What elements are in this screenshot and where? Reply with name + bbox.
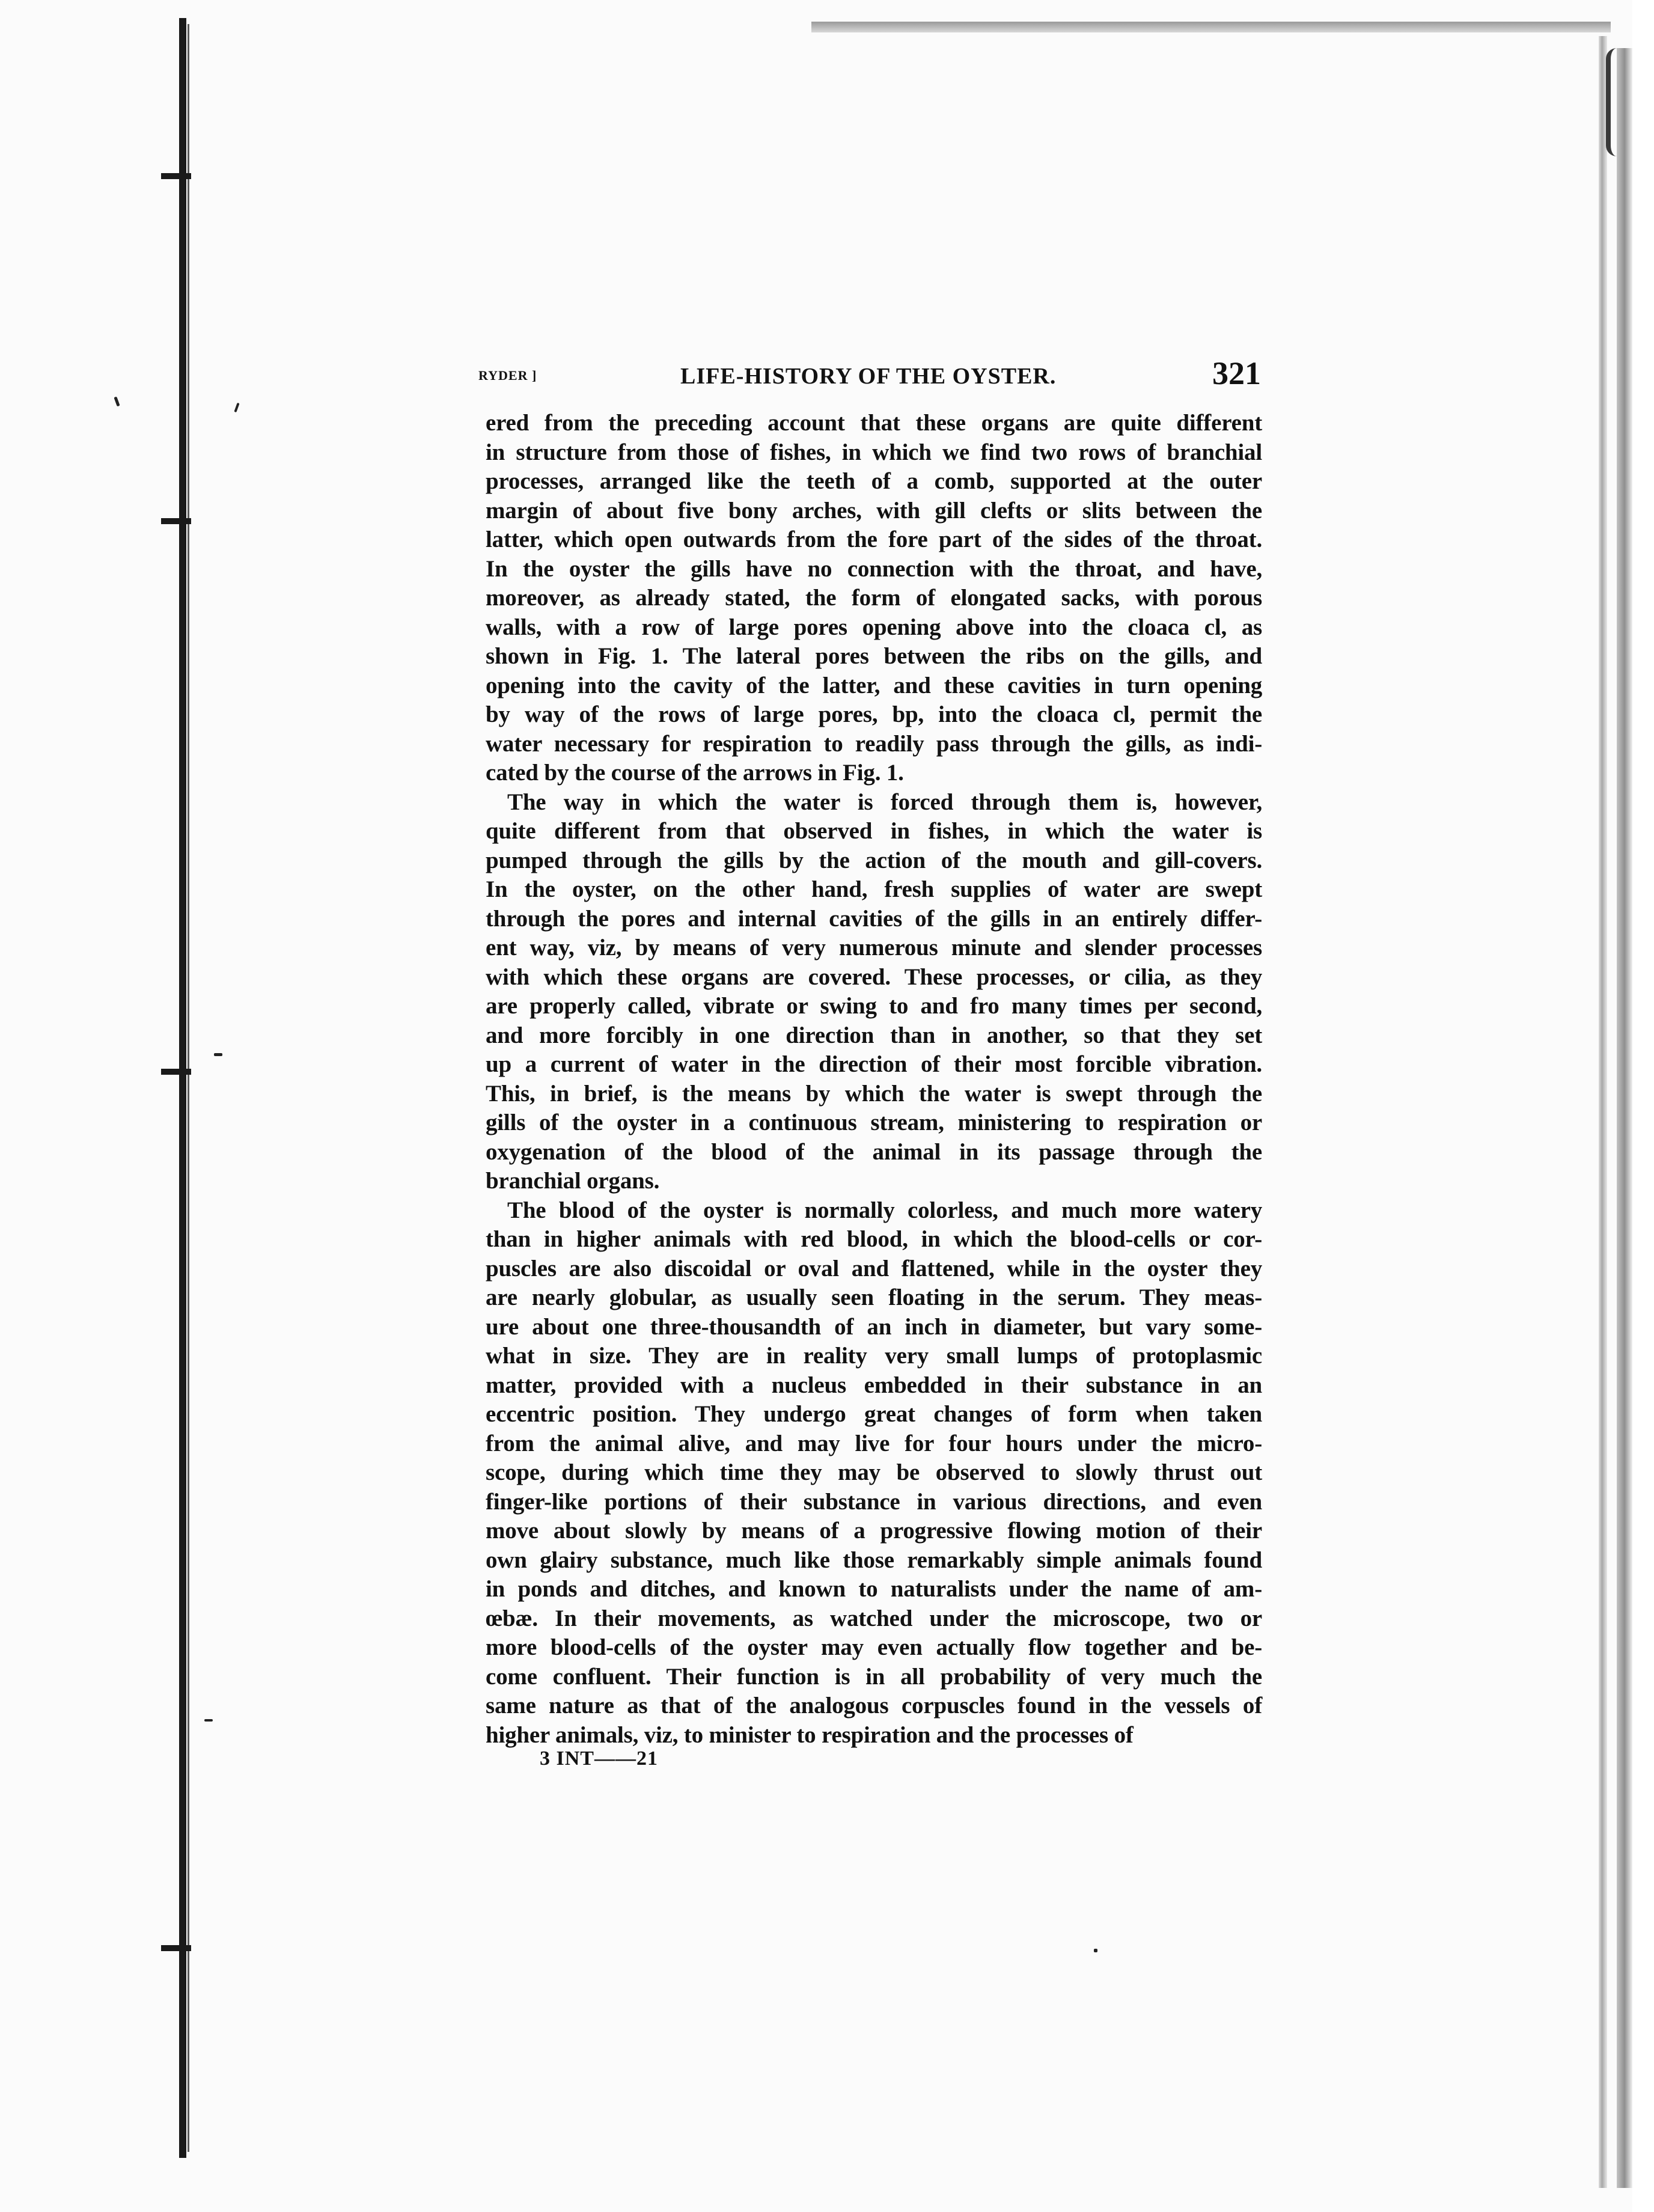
page-number: 321 <box>1212 355 1261 391</box>
paragraph <box>486 1196 1262 1750</box>
text-line: what in size. They are in reality very small lumps of protoplasmic <box>486 1343 1262 1369</box>
text-line: with which these organs are covered. These processes, or cilia, as they <box>486 964 1262 990</box>
ink-speck <box>214 1053 222 1056</box>
text-line: This, in brief, is the means by which the water is swept through the <box>486 1080 1262 1107</box>
text-line: The way in which the water is forced through them is, however, <box>507 789 1262 815</box>
binding-tick <box>161 1945 191 1951</box>
text-line: walls, with a row of large pores opening above into the cloaca cl, as <box>486 614 1262 640</box>
text-line: ered from the preceding account that these organs are quite different <box>486 410 1262 436</box>
text-line: œbæ. In their movements, as watched under the microscope, two or <box>486 1605 1262 1631</box>
text-line: in structure from those of fishes, in which we find two rows of branchial <box>486 439 1262 465</box>
text-line: gills of the oyster in a continuous stream, ministering to respiration or <box>486 1110 1262 1135</box>
text-line: up a current of water in the direction of their most forcible vibration. <box>486 1051 1262 1077</box>
ink-speck <box>204 1719 213 1722</box>
text-line: In the oyster, on the other hand, fresh supplies of water are swept <box>486 876 1262 902</box>
page-right-margin <box>1632 0 1654 2212</box>
text-line: processes, arranged like the teeth of a comb, supported at the outer <box>486 468 1262 494</box>
page-right-edge-shadow <box>1617 48 1632 2188</box>
text-line: cated by the course of the arrows in Fig. 1. <box>486 760 904 786</box>
ink-speck <box>1094 1949 1097 1952</box>
signature-mark: 3 INT——21 <box>540 1747 658 1770</box>
text-line: water necessary for respiration to readily pass through the gills, as indi- <box>486 730 1262 757</box>
text-line: and more forcibly in one direction than in another, so that they set <box>486 1022 1262 1048</box>
text-line: ent way, viz, by means of very numerous minute and slender processes <box>486 935 1262 961</box>
body-text <box>486 409 1262 1750</box>
ink-speck <box>234 403 239 412</box>
binding-edge-inner <box>188 24 189 2152</box>
text-line: The blood of the oyster is normally colorless, and much more watery <box>507 1197 1262 1223</box>
page-text-block <box>478 355 1262 1770</box>
text-line: through the pores and internal cavities of the gills in an entirely differ- <box>486 905 1262 932</box>
text-line: finger-like portions of their substance in various directions, and even <box>486 1488 1262 1515</box>
text-line: come confluent. Their function is in all probability of very much the <box>486 1663 1262 1690</box>
text-line: eccentric position. They undergo great changes of form when taken <box>486 1401 1262 1427</box>
binding-tick <box>161 173 191 179</box>
text-line: quite different from that observed in fishes, in which the water is <box>486 818 1262 844</box>
running-head-title: LIFE-HISTORY OF THE OYSTER. <box>680 364 1057 389</box>
text-line: shown in Fig. 1. The lateral pores between the ribs on the gills, and <box>486 643 1262 669</box>
text-line: than in higher animals with red blood, in which the blood-cells or cor- <box>486 1226 1262 1252</box>
running-head <box>478 355 1262 409</box>
text-line: scope, during which time they may be observed to slowly thrust out <box>486 1459 1262 1485</box>
text-line: move about slowly by means of a progressive flowing motion of their <box>486 1518 1262 1544</box>
text-line: ure about one three-thousandth of an inch in diameter, but vary some- <box>486 1313 1262 1340</box>
text-line: branchial organs. <box>486 1168 660 1194</box>
running-head-author: RYDER ] <box>478 368 537 383</box>
paragraph <box>486 409 1262 788</box>
text-line: are nearly globular, as usually seen floating in the serum. They meas- <box>486 1285 1262 1310</box>
ink-speck <box>114 397 120 407</box>
text-line: margin of about five bony arches, with gill clefts or slits between the <box>486 497 1262 524</box>
page-right-edge <box>1599 36 1607 2188</box>
text-line: puscles are also discoidal or oval and flattened, while in the oyster they <box>486 1255 1262 1282</box>
text-line: opening into the cavity of the latter, and these cavities in turn opening <box>486 672 1262 698</box>
binding-tick <box>161 518 191 524</box>
text-line: more blood-cells of the oyster may even actually flow together and be- <box>486 1634 1262 1660</box>
corner-fold-mark <box>1606 48 1647 156</box>
text-line: matter, provided with a nucleus embedded in their substance in an <box>486 1372 1262 1398</box>
text-line: same nature as that of the analogous corpuscles found in the vessels of <box>486 1693 1262 1719</box>
text-line: from the animal alive, and may live for four hours under the micro- <box>486 1430 1262 1456</box>
text-line: higher animals, viz, to minister to respiration and the processes of <box>486 1722 1134 1748</box>
text-line: own glairy substance, much like those remarkably simple animals found <box>486 1547 1262 1573</box>
page-top-edge <box>811 22 1611 32</box>
text-line: latter, which open outwards from the fore part of the sides of the throat. <box>486 527 1262 552</box>
text-line: moreover, as already stated, the form of elongated sacks, with porous <box>486 585 1262 611</box>
text-line: oxygenation of the blood of the animal in its passage through the <box>486 1138 1262 1165</box>
text-line: by way of the rows of large pores, bp, into the cloaca cl, permit the <box>486 701 1262 727</box>
binding-tick <box>161 1069 191 1075</box>
text-line: are properly called, vibrate or swing to and fro many times per second, <box>486 993 1262 1019</box>
binding-edge <box>179 18 186 2158</box>
text-line: in ponds and ditches, and known to naturalists under the name of am- <box>486 1576 1262 1602</box>
paragraph <box>486 788 1262 1196</box>
text-line: In the oyster the gills have no connection with the throat, and have, <box>486 555 1262 582</box>
text-line: pumped through the gills by the action of the mouth and gill-covers. <box>486 847 1262 873</box>
